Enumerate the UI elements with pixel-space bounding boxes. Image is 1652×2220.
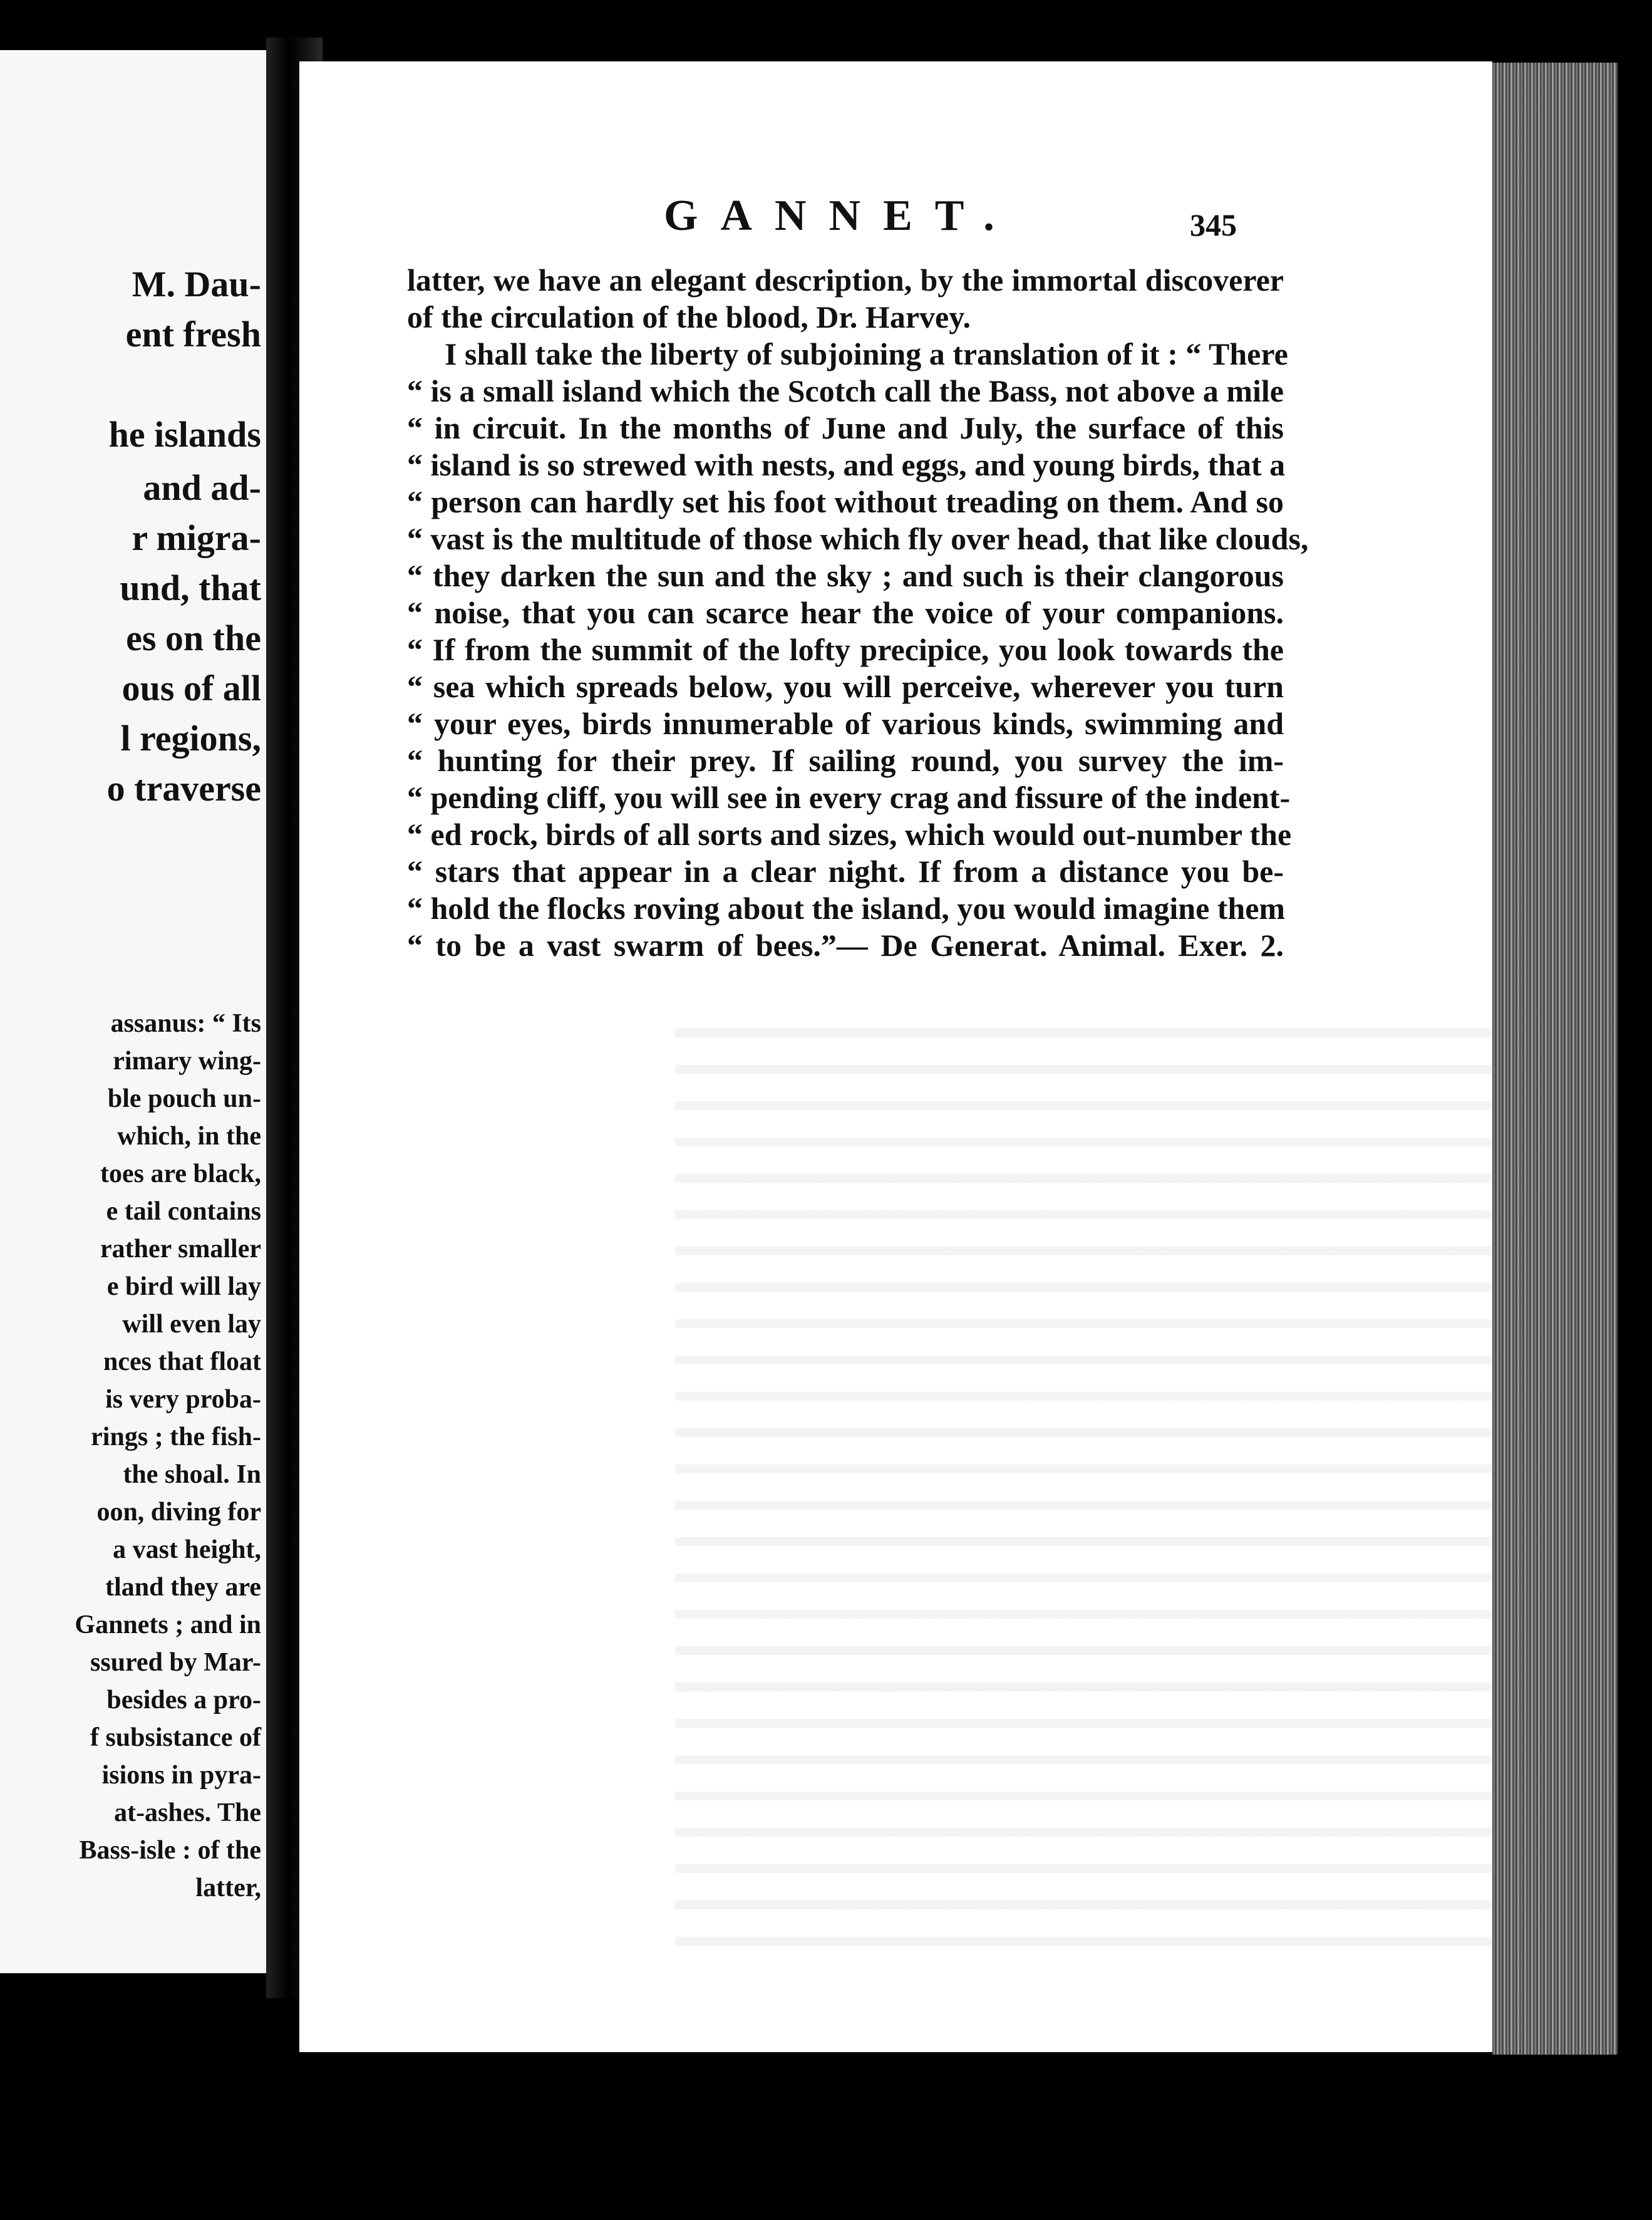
left-line: and ad- xyxy=(143,467,261,508)
left-line: oon, diving for xyxy=(96,1498,261,1527)
text-line: “ your eyes, birds innumerable of various kinds, swimming and xyxy=(407,706,1284,741)
text-line: “ hold the flocks roving about the island, you would imagine them xyxy=(407,891,1286,926)
text-line: “ pending cliff, you will see in every crag and fissure of the indent- xyxy=(407,780,1291,815)
left-line: r migra- xyxy=(132,517,261,558)
left-facing-page xyxy=(0,50,266,1973)
text-line: “ noise, that you can scarce hear the voice of your companions. xyxy=(407,595,1284,630)
scan-border xyxy=(1618,38,1652,2105)
book-fore-edge xyxy=(1492,63,1618,2055)
left-line: Bass-isle : of the xyxy=(79,1836,261,1865)
text-line: of the circulation of the blood, Dr. Harvey. xyxy=(407,299,971,335)
text-line: “ vast is the multitude of those which fly over head, that like clouds, xyxy=(407,521,1309,556)
text-line: “ in circuit. In the months of June and July, the surface of this xyxy=(407,410,1284,445)
left-line: at-ashes. The xyxy=(114,1798,261,1827)
left-line: f subsistance of xyxy=(90,1723,261,1752)
text-line: I shall take the liberty of subjoining a translation of it : “ There xyxy=(445,336,1288,371)
left-line: he islands xyxy=(108,414,261,455)
text-line: “ to be a vast swarm of bees.”— De Generat. Animal. Exer. 2. xyxy=(407,928,1284,963)
left-line: a vast height, xyxy=(113,1535,261,1564)
left-line: M. Dau- xyxy=(132,264,261,304)
text-line: “ person can hardly set his foot without treading on them. And so xyxy=(407,484,1284,519)
left-line: es on the xyxy=(126,618,261,658)
text-line: “ ed rock, birds of all sorts and sizes, which would out-number the xyxy=(407,817,1292,852)
text-line: “ If from the summit of the lofty precipice, you look towards the xyxy=(407,632,1284,667)
left-line: e bird will lay xyxy=(106,1272,261,1301)
body-text xyxy=(407,262,1309,964)
left-line: which, in the xyxy=(117,1122,261,1151)
left-line: rather smaller xyxy=(100,1235,261,1263)
left-line: rings ; the fish- xyxy=(91,1423,261,1451)
left-line: besides a pro- xyxy=(106,1686,261,1714)
text-line: “ they darken the sun and the sky ; and such is their clangorous xyxy=(407,558,1284,593)
left-line: nces that float xyxy=(103,1347,261,1376)
page-number: 345 xyxy=(1190,207,1237,242)
left-line: und, that xyxy=(120,568,261,608)
left-line: ous of all xyxy=(121,668,261,708)
show-through-text xyxy=(675,1001,1564,1966)
left-line: assanus: “ Its xyxy=(110,1009,261,1038)
text-line: latter, we have an elegant description, by the immortal discoverer xyxy=(407,262,1284,298)
left-line: ent fresh xyxy=(125,314,261,355)
left-line: is very proba- xyxy=(105,1385,261,1414)
left-line: tland they are xyxy=(105,1573,261,1602)
running-head: GANNET. xyxy=(664,192,1017,240)
left-line: ssured by Mar- xyxy=(90,1648,261,1677)
left-line: Gannets ; and in xyxy=(75,1611,261,1639)
left-line: e tail contains xyxy=(106,1197,261,1226)
left-line: ble pouch un- xyxy=(107,1084,261,1113)
left-line: toes are black, xyxy=(100,1159,261,1188)
text-line: “ stars that appear in a clear night. If from a distance you be- xyxy=(407,854,1284,889)
text-line: “ is a small island which the Scotch call the Bass, not above a mile xyxy=(407,373,1284,408)
left-line: the shoal. In xyxy=(123,1460,261,1489)
text-line: “ island is so strewed with nests, and eggs, and young birds, that a xyxy=(407,447,1286,482)
left-line: isions in pyra- xyxy=(101,1761,261,1790)
text-line: “ sea which spreads below, you will perceive, wherever you turn xyxy=(407,669,1284,704)
left-line: rimary wing- xyxy=(113,1047,261,1076)
left-line: o traverse xyxy=(106,768,261,809)
text-line: “ hunting for their prey. If sailing round, you survey the im- xyxy=(407,743,1284,778)
left-line: will even lay xyxy=(122,1310,261,1339)
left-line: latter, xyxy=(195,1874,261,1902)
left-line: l regions, xyxy=(120,718,261,759)
